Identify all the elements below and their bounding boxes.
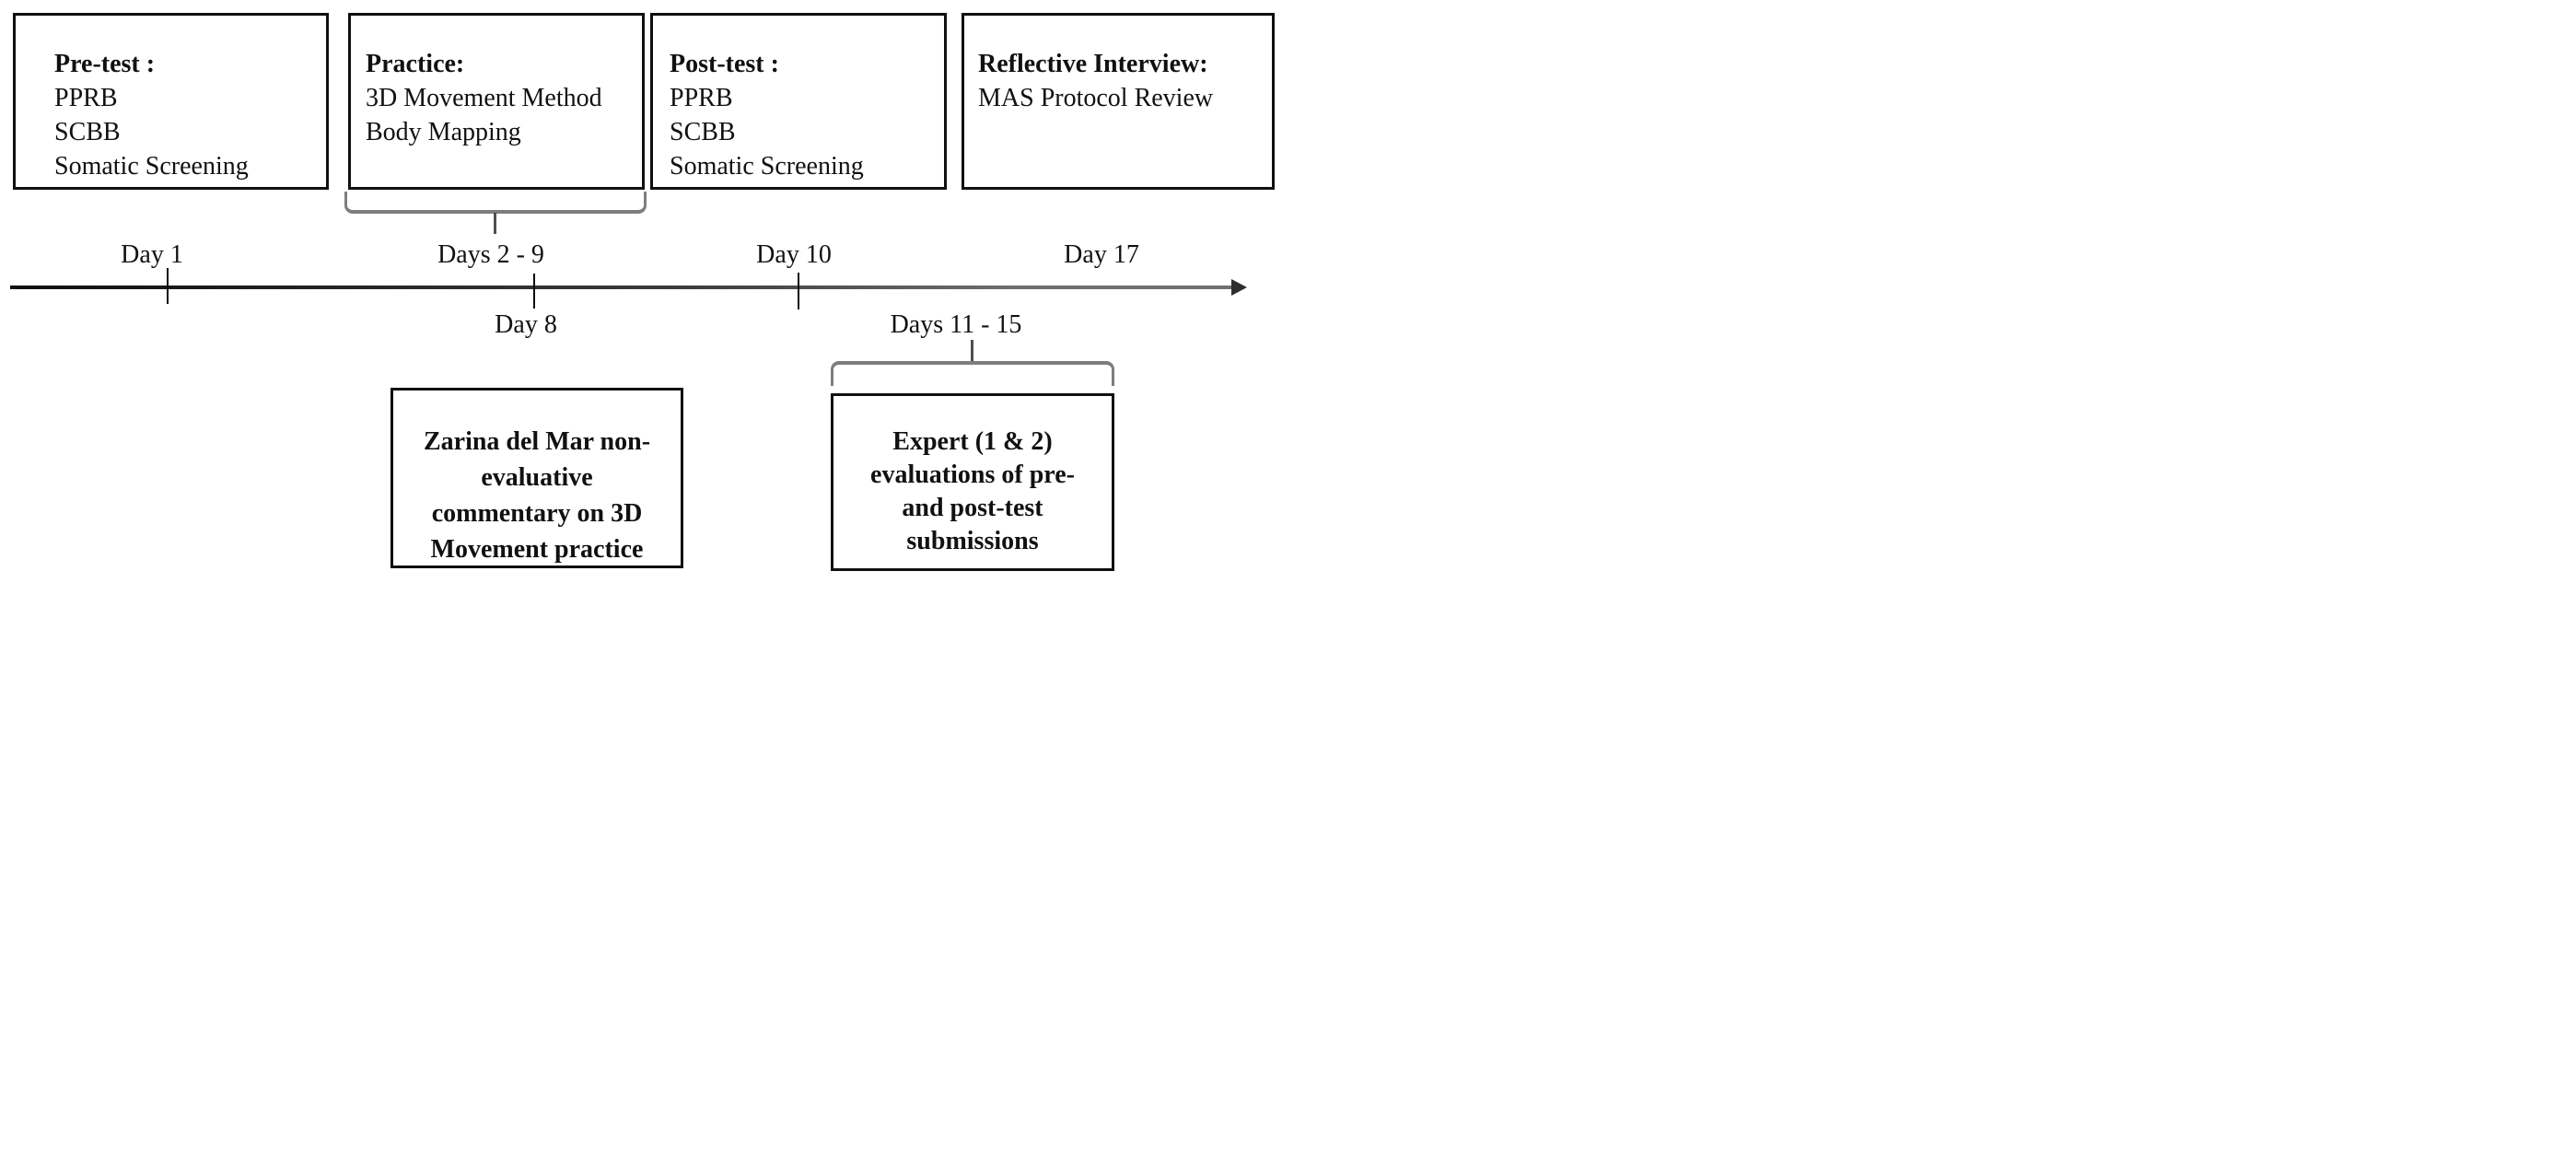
- timeline-arrowhead-icon: [1231, 279, 1247, 296]
- practice-brace: [344, 192, 647, 214]
- days11-15-label: Days 11 - 15: [890, 310, 1022, 339]
- day8-label: Day 8: [495, 310, 557, 339]
- study-timeline-diagram: [0, 0, 1288, 583]
- expert-evaluation-box: [831, 393, 1114, 571]
- expert-evaluation-line-1: Expert (1 & 2): [892, 427, 1053, 456]
- pretest-box: [13, 13, 329, 190]
- commentary-line-2: evaluative: [481, 463, 593, 492]
- expert-brace: [831, 361, 1114, 386]
- expert-evaluation-line-4: submissions: [906, 527, 1039, 555]
- practice-line-1: 3D Movement Method: [366, 84, 602, 112]
- reflective-interview-title: Reflective Interview:: [978, 50, 1208, 78]
- day17-label: Day 17: [1064, 240, 1139, 269]
- commentary-line-4: Movement practice: [430, 535, 644, 564]
- pretest-line-1: PPRB: [54, 84, 118, 112]
- day10-label: Day 10: [756, 240, 832, 269]
- pretest-line-3: Somatic Screening: [54, 152, 249, 181]
- expert-evaluation-line-2: evaluations of pre-: [870, 461, 1075, 489]
- pretest-line-2: SCBB: [54, 118, 121, 146]
- reflective-interview-box: [962, 13, 1275, 190]
- commentary-line-1: Zarina del Mar non-: [423, 427, 651, 456]
- day10-tick: [798, 273, 799, 309]
- commentary-line-3: commentary on 3D: [431, 499, 643, 528]
- posttest-line-3: Somatic Screening: [670, 152, 864, 181]
- practice-box: [348, 13, 645, 190]
- reflective-interview-line-1: MAS Protocol Review: [978, 84, 1214, 112]
- timeline-line: [10, 286, 1235, 289]
- expert-evaluation-line-3: and post-test: [902, 494, 1043, 522]
- practice-brace-pointer: [494, 213, 496, 234]
- practice-title: Practice:: [366, 50, 465, 78]
- practice-line-2: Body Mapping: [366, 118, 521, 146]
- days2-9-label: Days 2 - 9: [437, 240, 544, 269]
- commentary-box: [390, 388, 683, 568]
- posttest-title: Post-test :: [670, 50, 779, 78]
- pretest-title: Pre-test :: [54, 50, 156, 78]
- posttest-line-1: PPRB: [670, 84, 733, 112]
- day1-tick: [167, 268, 169, 304]
- day1-label: Day 1: [121, 240, 183, 269]
- posttest-line-2: SCBB: [670, 118, 736, 146]
- posttest-box: [650, 13, 947, 190]
- day8-tick: [533, 274, 535, 309]
- expert-brace-pointer: [971, 340, 973, 362]
